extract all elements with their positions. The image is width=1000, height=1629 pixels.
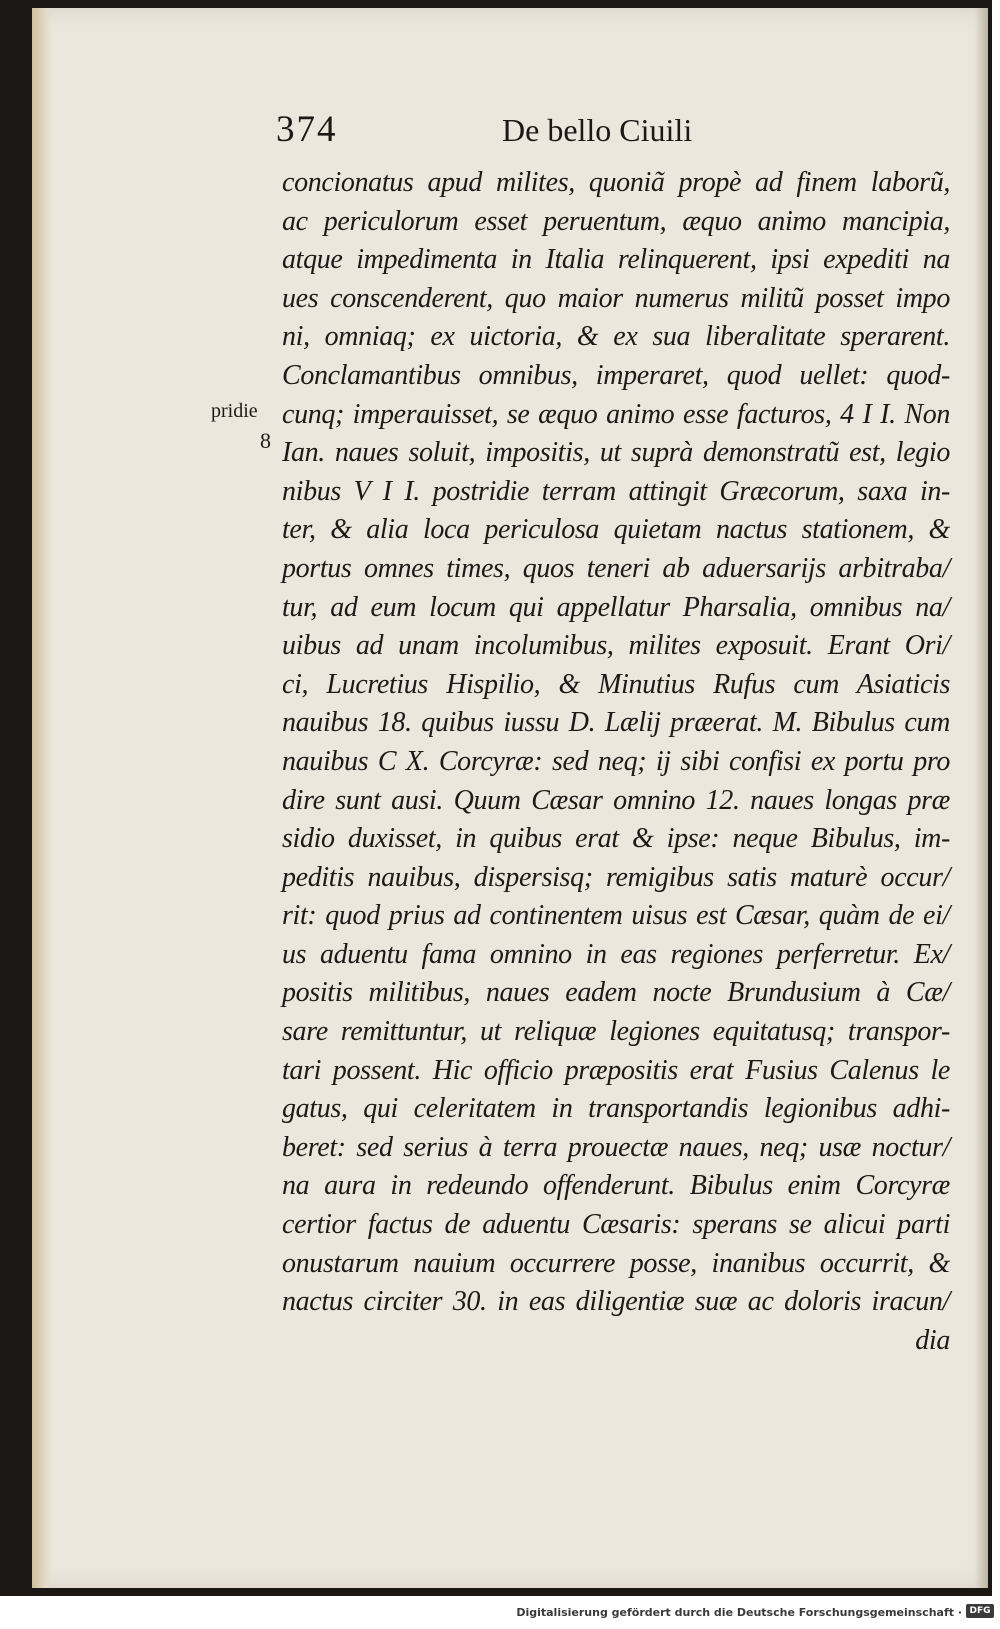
text-line: portus omnes times, quos teneri ab aduersarijs arbitraba/ — [282, 552, 950, 584]
margin-note-number: 8 — [260, 428, 271, 453]
text-line: beret: sed serius à terra prouectæ naues, neq; usæ noctur/ — [282, 1131, 950, 1163]
text-line: us aduentu fama omnino in eas regiones perferretur. Ex/ — [282, 938, 950, 970]
text-line: tur, ad eum locum qui appellatur Pharsalia, omnibus na/ — [282, 591, 950, 623]
text-line: positis militibus, naues eadem nocte Brundusium à Cæ/ — [282, 977, 950, 1009]
text-line: cunq; imperauisset, se æquo animo esse facturos, 4 I I. Non — [282, 398, 950, 430]
text-line: ni, omniaq; ex uictoria, & ex sua liberalitate sperarent. — [282, 321, 950, 353]
page-gutter-shadow — [32, 8, 52, 1588]
page-edge-shadow — [975, 8, 988, 1588]
text-line: sare remittuntur, ut reliquæ legiones equitatusq; transpor- — [282, 1016, 950, 1048]
text-line: ues conscenderent, quo maior numerus militũ posset impo — [282, 282, 950, 314]
text-line: uibus ad unam incolumibus, milites exposuit. Erant Ori/ — [282, 630, 950, 662]
text-line: concionatus apud milites, quoniã propè ad finem laborũ, — [282, 167, 950, 198]
text-line: onustarum nauium occurrere posse, inanibus occurrit, & — [282, 1247, 950, 1279]
text-line: nibus V I I. postridie terram attingit Græcorum, saxa in- — [282, 475, 950, 507]
text-line: ter, & alia loca periculosa quietam nactus stationem, & — [282, 514, 950, 546]
running-title: De bello Ciuili — [502, 112, 693, 148]
text-line: dia — [915, 1324, 950, 1356]
funding-note: Digitalisierung gefördert durch die Deutsche Forschungsgemeinschaft · — [516, 1606, 962, 1619]
text-line: nauibus C X. Corcyræ: sed neq; ij sibi confisi ex portu pro — [282, 745, 950, 777]
text-line: ac periculorum esset peruentum, æquo animo mancipia, — [282, 205, 950, 237]
text-line: nauibus 18. quibus iussu D. Lælij præerat. M. Bibulus cum — [282, 707, 950, 739]
text-line: sidio duxisset, in quibus erat & ipse: neque Bibulus, im- — [282, 823, 950, 855]
page-header — [276, 108, 726, 160]
text-line: gatus, qui celeritatem in transportandis legionibus adhi- — [282, 1093, 950, 1125]
text-line: dire sunt ausi. Quum Cæsar omnino 12. naues longas præ — [282, 784, 950, 816]
margin-note-pridie: pridie — [211, 400, 258, 422]
text-line: peditis nauibus, dispersisq; remigibus satis maturè occur/ — [282, 861, 950, 893]
text-line: ci, Lucretius Hispilio, & Minutius Rufus cum Asiaticis — [282, 668, 950, 700]
text-line: nactus circiter 30. in eas diligentiæ suæ ac doloris iracun/ — [282, 1286, 950, 1318]
text-line: tari possent. Hic officio præpositis erat Fusius Calenus le — [282, 1054, 950, 1086]
dfg-logo: DFG — [966, 1604, 994, 1618]
text-line: atque impedimenta in Italia relinquerent, ipsi expediti na — [282, 244, 950, 276]
text-line: rit: quod prius ad continentem uisus est Cæsar, quàm de ei/ — [282, 900, 950, 932]
text-line: Ian. naues soluit, impositis, ut suprà demonstratũ est, legio — [282, 437, 950, 469]
body-text — [282, 164, 950, 1360]
text-line: certior factus de aduentu Cæsaris: sperans se alicui parti — [282, 1209, 950, 1241]
text-line: Conclamantibus omnibus, imperaret, quod uellet: quod- — [282, 359, 950, 391]
text-line: na aura in redeundo offenderunt. Bibulus enim Corcyræ — [282, 1170, 950, 1202]
page-number: 374 — [276, 109, 338, 150]
